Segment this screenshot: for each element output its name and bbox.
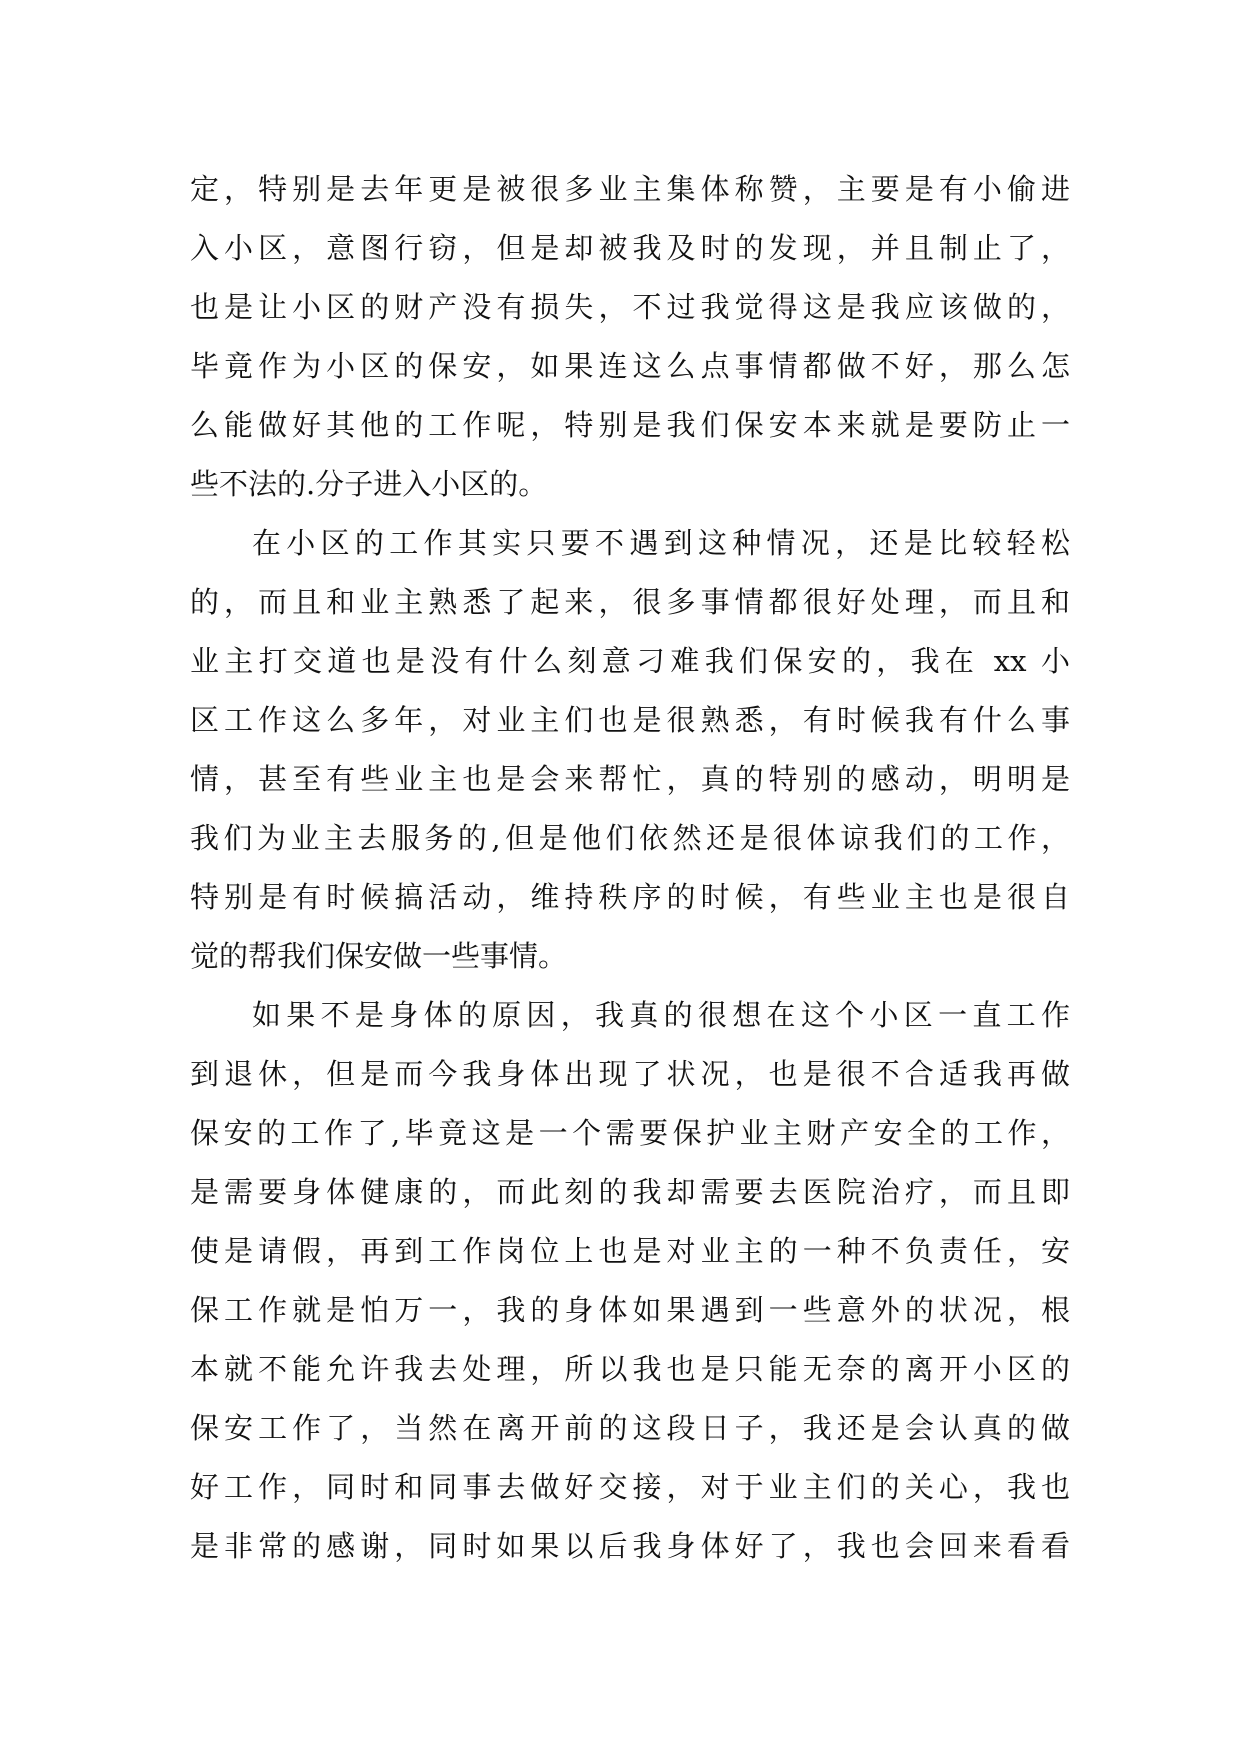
text-line: 保安工作了，当然在离开前的这段日子，我还是会认真的做	[190, 1411, 1070, 1445]
text-line: 定，特别是去年更是被很多业主集体称赞，主要是有小偷进	[190, 172, 1070, 206]
text-line: 业主打交道也是没有什么刻意刁难我们保安的，我在 xx 小	[190, 644, 1070, 678]
text-line: 么能做好其他的工作呢，特别是我们保安本来就是要防止一	[190, 408, 1070, 442]
text-line: 也是让小区的财产没有损失，不过我觉得这是我应该做的，	[190, 290, 1070, 324]
text-line: 毕竟作为小区的保安，如果连这么点事情都做不好，那么怎	[190, 349, 1070, 383]
text-line: 是需要身体健康的，而此刻的我却需要去医院治疗，而且即	[190, 1175, 1070, 1209]
text-line: 保安的工作了,毕竟这是一个需要保护业主财产安全的工作，	[190, 1116, 1070, 1150]
text-line: 觉的帮我们保安做一些事情。	[190, 939, 568, 973]
text-line: 区工作这么多年，对业主们也是很熟悉，有时候我有什么事	[190, 703, 1070, 737]
text-line: 保工作就是怕万一，我的身体如果遇到一些意外的状况，根	[190, 1293, 1070, 1327]
text-line: 到退休，但是而今我身体出现了状况，也是很不合适我再做	[190, 1057, 1070, 1091]
text-line: 的，而且和业主熟悉了起来，很多事情都很好处理，而且和	[190, 585, 1070, 619]
text-line: 些不法的.分子进入小区的。	[190, 467, 548, 501]
text-line: 使是请假，再到工作岗位上也是对业主的一种不负责任，安	[190, 1234, 1070, 1268]
text-line: 是非常的感谢，同时如果以后我身体好了，我也会回来看看	[190, 1529, 1070, 1563]
text-line: 情，甚至有些业主也是会来帮忙，真的特别的感动，明明是	[190, 762, 1070, 796]
document-body	[190, 160, 1070, 1576]
text-line: 本就不能允许我去处理，所以我也是只能无奈的离开小区的	[190, 1352, 1070, 1386]
text-line: 好工作，同时和同事去做好交接，对于业主们的关心，我也	[190, 1470, 1070, 1504]
text-line: 入小区，意图行窃，但是却被我及时的发现，并且制止了，	[190, 231, 1070, 265]
text-line: 我们为业主去服务的,但是他们依然还是很体谅我们的工作，	[190, 821, 1070, 855]
paragraph-first-line: 在小区的工作其实只要不遇到这种情况，还是比较轻松	[252, 526, 1070, 560]
paragraph-first-line: 如果不是身体的原因，我真的很想在这个小区一直工作	[252, 998, 1070, 1032]
text-line: 特别是有时候搞活动，维持秩序的时候，有些业主也是很自	[190, 880, 1070, 914]
